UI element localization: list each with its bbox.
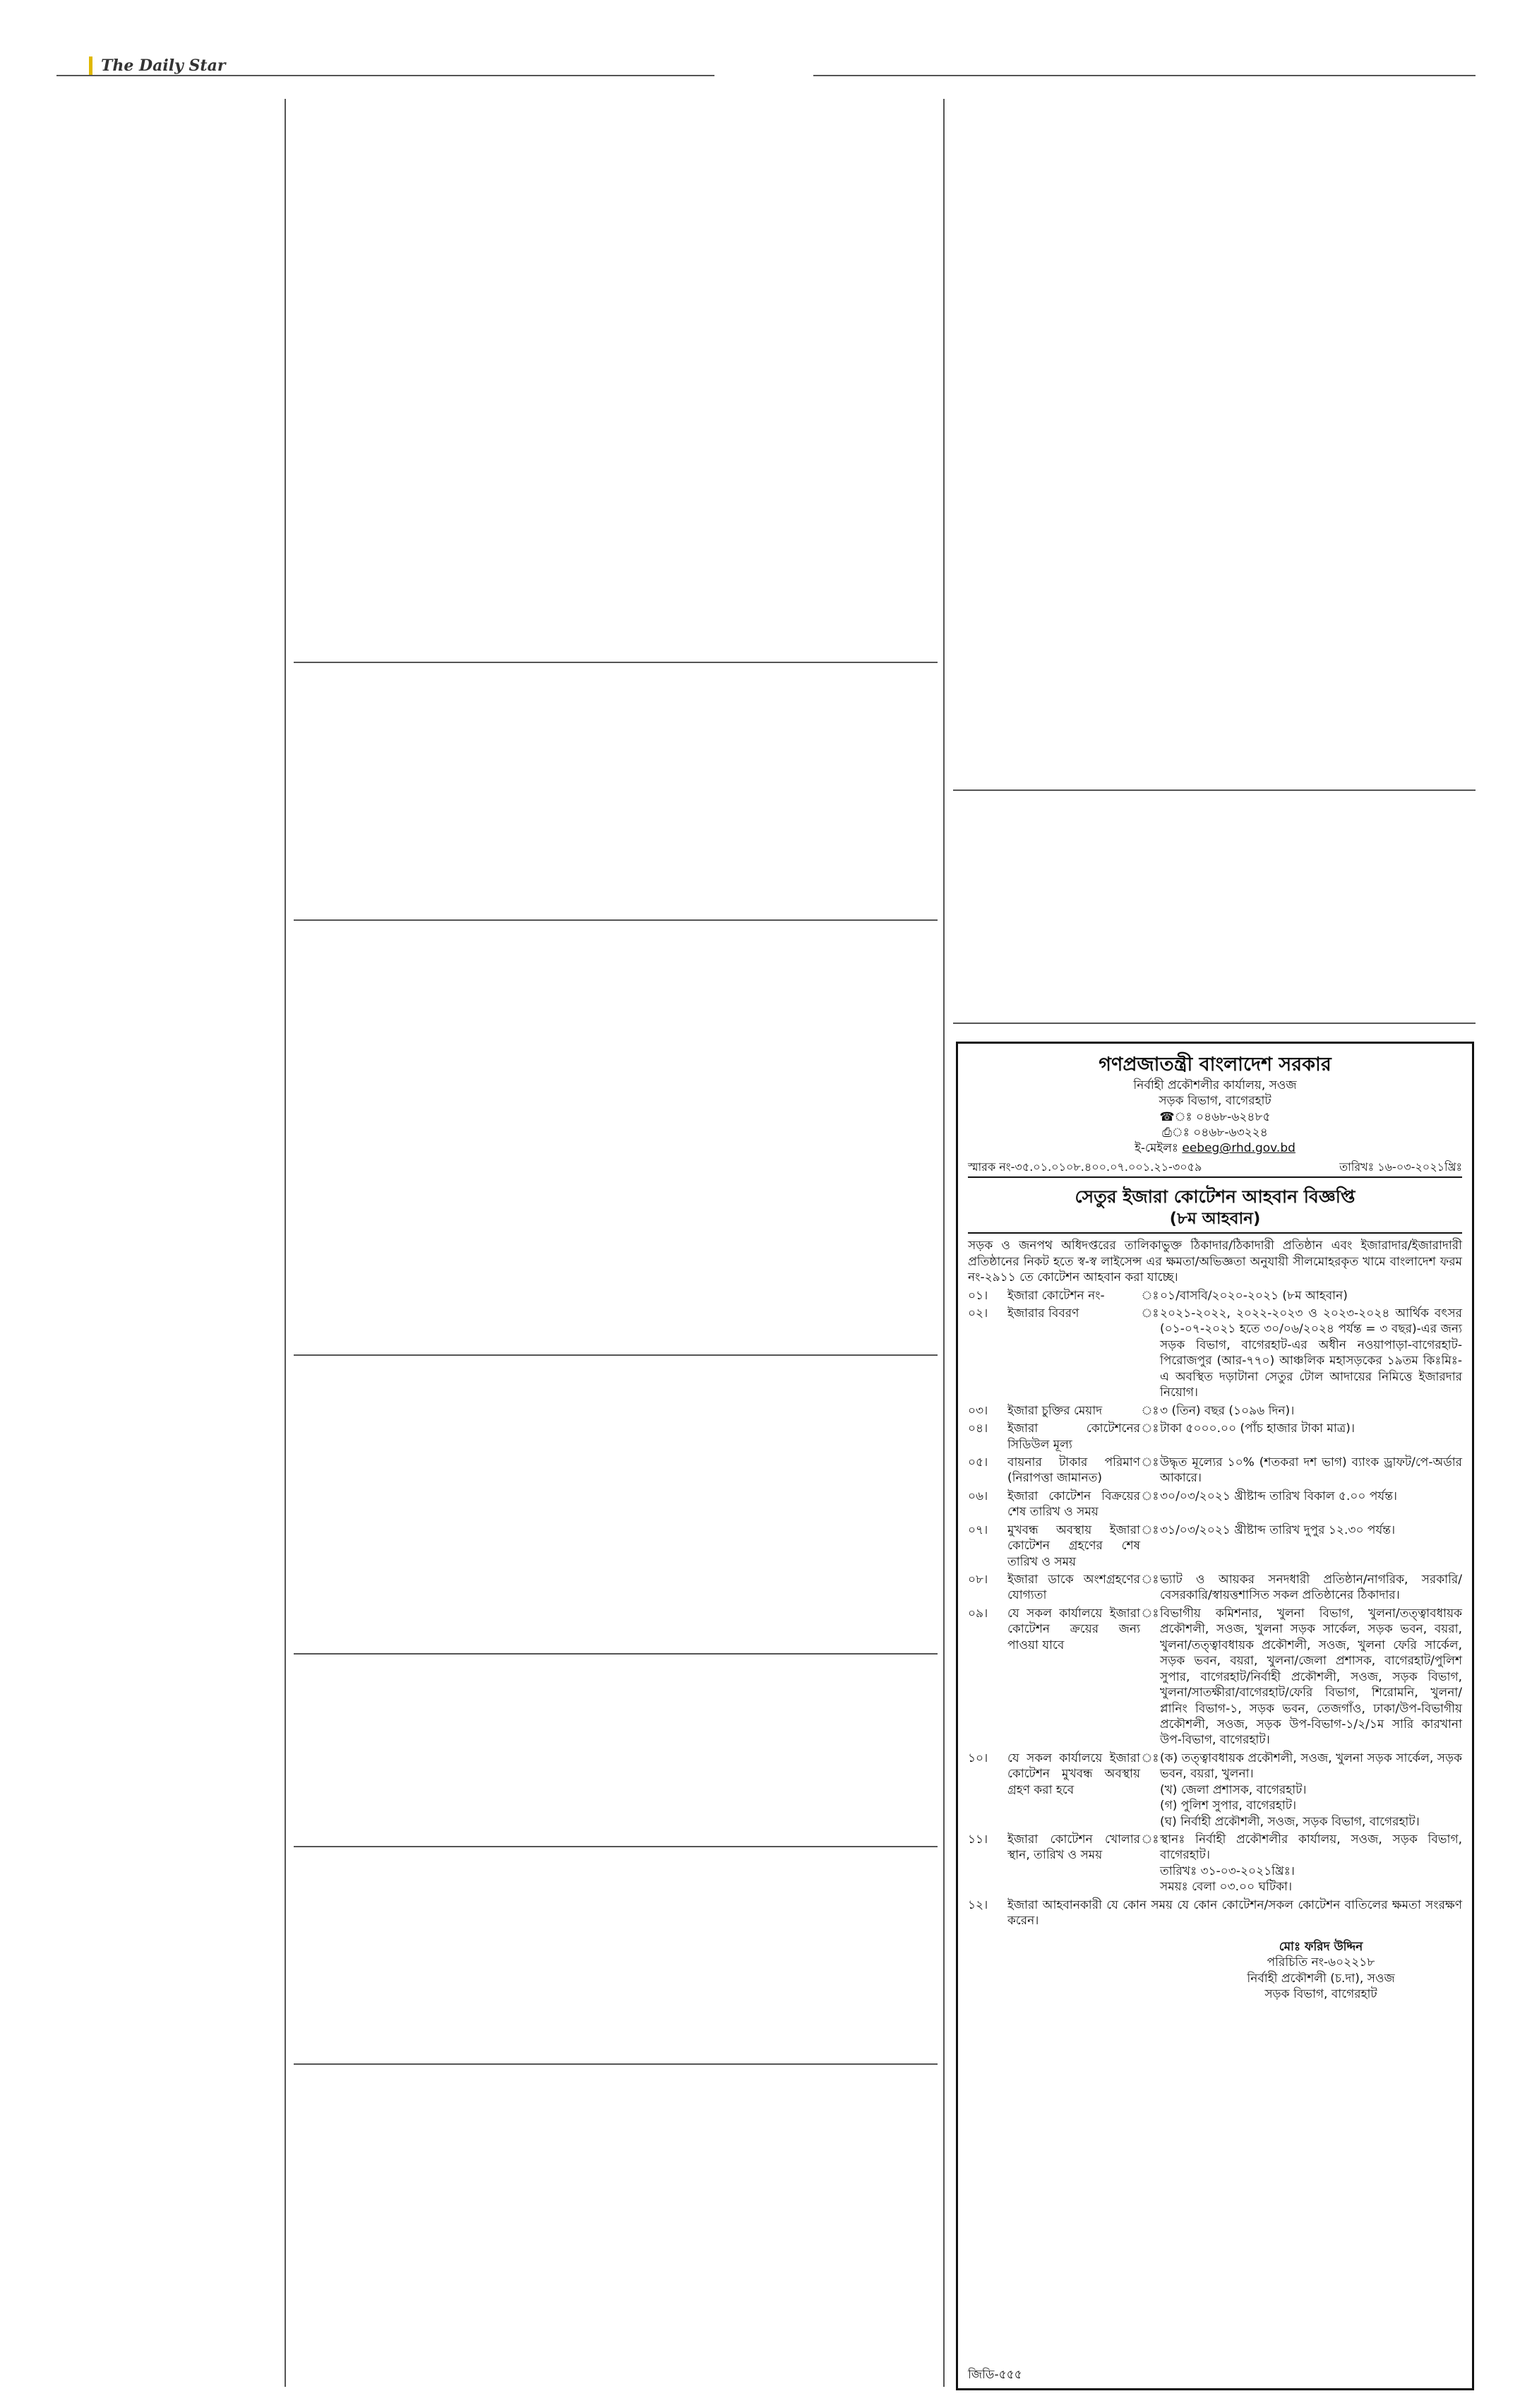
item-value-line: ৩১/০৩/২০২১ খ্রীষ্টাব্দ তারিখ দুপুর ১২.৩০ পর্যন্ত।: [1160, 1522, 1396, 1537]
item-value-line: (ঘ) নির্বাহী প্রকৌশলী, সওজ, সড়ক বিভাগ, বাগেরহাট।: [1160, 1814, 1420, 1829]
item-number: ০১।: [968, 1288, 988, 1303]
notice-item: [968, 1288, 1462, 1304]
separator: [294, 1846, 938, 1847]
item-number: ০৪।: [968, 1421, 988, 1436]
phone-line: [968, 1109, 1462, 1125]
item-value: [1160, 1572, 1462, 1604]
signatory-id: পরিচিতি নং-৬০২২১৮: [1267, 1955, 1375, 1970]
notice-item: [968, 1832, 1462, 1895]
separator: [953, 1023, 1476, 1024]
item-value-line: (গ) পুলিশ সুপার, বাগেরহাট।: [1160, 1799, 1297, 1813]
item-colon: ঃ: [1141, 1403, 1159, 1418]
item-number: ১২।: [968, 1897, 988, 1912]
separator: [294, 1653, 938, 1655]
item-value-line: টাকা ৫০০০.০০ (পাঁচ হাজার টাকা মাত্র)।: [1160, 1421, 1355, 1436]
notice-item: [968, 1306, 1462, 1401]
item-value-line: বিভাগীয় কমিশনার, খুলনা বিভাগ, খুলনা/তত্ত্বাবধায়ক প্রকৌশলী, সওজ, খুলনা সড়ক সার্কেল, সড়ক ভবন, বয়রা, খুলনা/তত্ত্বাবধায়ক প্রকৌশলী, সওজ, খুলনা ফেরি সার্কেল, সড়ক ভবন, বয়রা, খুলনা/জেলা প্রশাসক, বাগেরহাট/পুলিশ সুপার, বাগেরহাট/নির্বাহী প্রকৌশলী, সওজ, সড়ক বিভাগ, খুলনা/সাতক্ষীরা/বাগেরহাট/ফেরি বিভাগ, শিরোমনি, খুলনা/প্লানিং বিভাগ-১, সড়ক ভবন, তেজগাঁও, ঢাকা/উপ-বিভাগীয় প্রকৌশলী, সওজ, সড়ক উপ-বিভাগ-১/২/১ম সারি কারখানা উপ-বিভাগ, বাগেরহাট।: [1160, 1606, 1462, 1748]
signatory-division: সড়ক বিভাগ, বাগেরহাট: [1264, 1986, 1377, 2001]
item-colon: ঃ: [1141, 1455, 1159, 1470]
item-label: যে সকল কার্যালয়ে ইজারা কোটেশন ক্রয়ের জন্য পাওয়া যাবে: [1007, 1606, 1140, 1652]
item-label: ইজারা কোটেশন বিক্রয়ের শেষ তারিখ ও সময়: [1007, 1489, 1140, 1520]
masthead: [89, 55, 225, 76]
item-value-line: স্থানঃ নির্বাহী প্রকৌশলীর কার্যালয়, সওজ, সড়ক বিভাগ, বাগেরহাট।: [1160, 1832, 1462, 1863]
notice-intro: সড়ক ও জনপথ অধিদপ্তরের তালিকাভুক্ত ঠিকাদার/ঠিকাদারী প্রতিষ্ঠান এবং ইজারাদার/ইজারাদারী প্রতিষ্ঠানের নিকট হতে স্ব-স্ব লাইসেন্স এর ক্ষমতা/অভিজ্ঞতা অনুযায়ী সীলমোহরকৃত খামে বাংলাদেশ ফরম নং-২৯১১ তে কোটেশন আহবান করা যাচ্ছে।: [968, 1239, 1462, 1285]
item-colon: ঃ: [1141, 1288, 1159, 1303]
separator: [294, 1354, 938, 1356]
item-colon: ঃ: [1141, 1489, 1159, 1503]
notice-item: [968, 1455, 1462, 1486]
email-line: [968, 1140, 1462, 1156]
memo-number: স্মারক নং-৩৫.০১.০১০৮.৪০০.০৭.০০১.২১-৩০৫৯: [968, 1160, 1202, 1174]
item-value-line: (ক) তত্ত্বাবধায়ক প্রকৌশলী, সওজ, খুলনা সড়ক সার্কেল, সড়ক ভবন, বয়রা, খুলনা।: [1160, 1751, 1462, 1782]
masthead-title: The Daily Star: [101, 56, 226, 75]
item-value-line: ৩ (তিন) বছর (১০৯৬ দিন)।: [1160, 1403, 1295, 1418]
item-value: [1160, 1421, 1462, 1453]
item-label: যে সকল কার্যালয়ে ইজারা কোটেশন মুখবন্ধ অবস্থায় গ্রহণ করা হবে: [1007, 1751, 1140, 1797]
item-number: ০৮।: [968, 1573, 988, 1587]
item-value-line: ভ্যাট ও আয়কর সনদধারী প্রতিষ্ঠান/নাগরিক, সরকারি/বেসরকারি/স্বায়ত্তশাসিত সকল প্রতিষ্ঠানের ঠিকাদার।: [1160, 1573, 1462, 1603]
item-number: ০৯।: [968, 1606, 988, 1621]
item-colon: ঃ: [1141, 1606, 1159, 1621]
fax-number: ঃ ০৪৬৮-৬৩২২৪: [1171, 1125, 1268, 1140]
item-number: ০৫।: [968, 1455, 988, 1470]
notice-items: [968, 1288, 1462, 1895]
header-rule-right: [813, 75, 1476, 76]
column-rule-1: [285, 99, 286, 2387]
notice-item: [968, 1522, 1462, 1570]
item-value-line: সময়ঃ বেলা ০৩.০০ ঘটিকা।: [1160, 1880, 1293, 1895]
header-rule-left: [56, 75, 714, 76]
notice-item: [968, 1897, 1462, 1929]
item-text: ইজারা আহবানকারী যে কোন সময় যে কোন কোটেশন/সকল কোটেশন বাতিলের ক্ষমতা সংরক্ষণ করেন।: [1007, 1897, 1462, 1929]
item-value: [1160, 1455, 1462, 1486]
tender-notice: [956, 1042, 1474, 2390]
item-label: মুখবন্ধ অবস্থায় ইজারা কোটেশন গ্রহণের শেষ তারিখ ও সময়: [1007, 1522, 1140, 1569]
item-label: ইজারা কোটেশন নং-: [1007, 1288, 1105, 1303]
item-number: ১০।: [968, 1751, 988, 1765]
item-label: ইজারা ডাকে অংশগ্রহণের যোগ্যতা: [1007, 1573, 1140, 1603]
office-name: নির্বাহী প্রকৌশলীর কার্যালয়, সওজ: [1133, 1078, 1297, 1092]
fax-line: [968, 1125, 1462, 1140]
reference-row: [968, 1160, 1462, 1178]
item-value-line: ২০২১-২০২২, ২০২২-২০২৩ ও ২০২৩-২০২৪ আর্থিক বৎসর (০১-০৭-২০২১ হতে ৩০/০৬/২০২৪ পর্যন্ত = ৩ বছর)-এর জন্য সড়ক বিভাগ, বাগেরহাট-এর অধীন নওয়াপাড়া-বাগেরহাট-পিরোজপুর (আর-৭৭০) আঞ্চলিক মহাসড়কের ১৯তম কিঃমিঃ-এ অবস্থিত দড়াটানা সেতুর টোল আদায়ের নিমিত্তে ইজারদার নিয়োগ।: [1160, 1306, 1462, 1400]
item-number: ০২।: [968, 1306, 988, 1321]
notice-item: [968, 1572, 1462, 1604]
gd-number: জিডি-৫৫৫: [968, 2367, 1022, 2382]
phone-number: ঃ ০৪৬৮-৬২৪৮৫: [1174, 1109, 1271, 1124]
notice-item: [968, 1421, 1462, 1453]
separator: [294, 919, 938, 921]
separator: [294, 2063, 938, 2065]
signatory-designation: নির্বাহী প্রকৌশলী (চ.দা), সওজ: [1247, 1971, 1395, 1986]
item-label: ইজারা কোটেশনের সিডিউল মূল্য: [1007, 1421, 1140, 1452]
email-label: ই-মেইলঃ: [1135, 1141, 1178, 1156]
item-value-line: ৩০/০৩/২০২১ খ্রীষ্টাব্দ তারিখ বিকাল ৫.০০ পর্যন্ত।: [1160, 1489, 1397, 1503]
signature-block: [1180, 1939, 1462, 2003]
notice-item: [968, 1403, 1462, 1419]
division-name: সড়ক বিভাগ, বাগেরহাট: [1159, 1094, 1271, 1109]
item-label: ইজারা চুক্তির মেয়াদ: [1007, 1403, 1103, 1418]
phone-icon: ☎: [1159, 1109, 1175, 1124]
item-label: বায়নার টাকার পরিমাণ (নিরাপত্তা জামানত): [1007, 1455, 1140, 1486]
item-label: ইজারা কোটেশন খোলার স্থান, তারিখ ও সময়: [1007, 1832, 1140, 1863]
item-colon: ঃ: [1141, 1751, 1159, 1765]
item-value: [1160, 1489, 1462, 1520]
item-value: [1160, 1522, 1462, 1570]
notice-heading: সেতুর ইজারা কোটেশন আহবান বিজ্ঞপ্তি: [1075, 1186, 1356, 1207]
separator: [953, 789, 1476, 791]
notice-date: তারিখঃ ১৬-০৩-২০২১খ্রিঃ: [1339, 1160, 1462, 1174]
item-colon: ঃ: [1141, 1832, 1159, 1847]
item-colon: ঃ: [1141, 1306, 1159, 1321]
item-number: ১১।: [968, 1832, 988, 1847]
item-value-line: (খ) জেলা প্রশাসক, বাগেরহাট।: [1160, 1782, 1307, 1797]
item-colon: ঃ: [1141, 1421, 1159, 1436]
government-title: গণপ্রজাতন্ত্রী বাংলাদেশ সরকার: [1099, 1054, 1331, 1075]
item-number: ০৭।: [968, 1522, 988, 1537]
notice-item: [968, 1751, 1462, 1830]
item-value: [1160, 1832, 1462, 1895]
fax-icon: ⎙: [1162, 1125, 1172, 1140]
item-number: ০৩।: [968, 1403, 988, 1418]
notice-item: [968, 1489, 1462, 1520]
email-address[interactable]: eebeg@rhd.gov.bd: [1182, 1141, 1295, 1156]
item-value-line: উদ্ধৃত মূল্যের ১০% (শতকরা দশ ভাগ) ব্যাংক ড্রাফট/পে-অর্ডার আকারে।: [1160, 1455, 1462, 1486]
notice-item: [968, 1606, 1462, 1748]
item-number: ০৬।: [968, 1489, 988, 1503]
column-rule-2: [943, 99, 945, 2387]
item-value-line: তারিখঃ ৩১-০৩-২০২১খ্রিঃ।: [1160, 1864, 1295, 1878]
separator: [294, 662, 938, 663]
item-value: [1160, 1306, 1462, 1401]
item-value: [1160, 1606, 1462, 1748]
signatory-name: মোঃ ফরিদ উদ্দিন: [1279, 1939, 1363, 1954]
item-value: [1160, 1288, 1462, 1304]
item-colon: ঃ: [1141, 1522, 1159, 1537]
masthead-accent-bar: [89, 56, 92, 75]
item-value-line: ০১/বাসবি/২০২০-২০২১ (৮ম আহবান): [1160, 1288, 1348, 1303]
notice-subheading: (৮ম আহবান): [968, 1208, 1462, 1234]
item-label: ইজারার বিবরণ: [1007, 1306, 1079, 1321]
item-value: [1160, 1751, 1462, 1830]
item-value: [1160, 1403, 1462, 1419]
item-colon: ঃ: [1141, 1573, 1159, 1587]
